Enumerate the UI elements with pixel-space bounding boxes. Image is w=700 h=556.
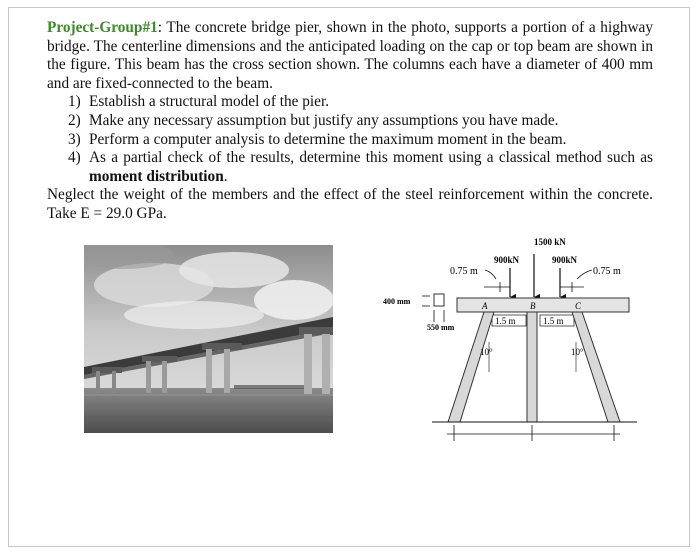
node-a-label: A bbox=[482, 301, 488, 311]
node-c-label: C bbox=[575, 301, 582, 311]
task-item bbox=[47, 112, 653, 131]
closing-paragraph: Neglect the weight of the members and the effect of the steel reinforcement within the concrete. Take E = 29.0 GPa. bbox=[47, 186, 653, 222]
problem-title: Project-Group#1 bbox=[47, 19, 158, 36]
bridge-photo bbox=[84, 245, 333, 433]
task-text-before: As a partial check of the results, determine this moment using a classical method such as bbox=[89, 149, 653, 167]
problem-text bbox=[47, 19, 653, 224]
task-text: Establish a structural model of the pier. bbox=[89, 93, 330, 111]
task-number: 4) bbox=[68, 149, 81, 167]
task-item bbox=[47, 149, 653, 186]
task-text: Make any necessary assumption but justify any assumptions you have made. bbox=[89, 111, 559, 129]
task-list bbox=[47, 93, 653, 186]
task-number: 2) bbox=[68, 111, 81, 129]
overhang-right-label: 0.75 m bbox=[593, 266, 621, 277]
node-b-label: B bbox=[530, 301, 536, 311]
span-left-label: 1.5 m bbox=[495, 316, 516, 326]
intro-paragraph bbox=[47, 19, 653, 93]
column-left bbox=[448, 312, 494, 422]
section-depth-label: 550 mm bbox=[427, 323, 455, 332]
column-right bbox=[572, 312, 620, 422]
task-item bbox=[47, 131, 653, 150]
column-middle bbox=[527, 312, 537, 422]
task-item bbox=[47, 93, 653, 112]
load-right-label: 900kN bbox=[552, 255, 578, 265]
bridge-photo-graphic bbox=[84, 245, 333, 433]
beam-section bbox=[434, 294, 444, 306]
task-text: Perform a computer analysis to determine the maximum moment in the beam. bbox=[89, 130, 567, 148]
task-number: 1) bbox=[68, 93, 81, 111]
overhang-left-label: 0.75 m bbox=[450, 266, 478, 277]
span-right-label: 1.5 m bbox=[543, 316, 564, 326]
load-left-label: 900kN bbox=[494, 255, 520, 265]
task-text-after: . bbox=[223, 167, 228, 185]
pier-diagram-graphic bbox=[372, 232, 672, 457]
angle-right-label: 10° bbox=[571, 347, 584, 357]
load-center-label: 1500 kN bbox=[534, 237, 566, 247]
angle-left-label: 10° bbox=[480, 347, 493, 357]
task-number: 3) bbox=[68, 130, 81, 148]
task-text-bold: moment distribution bbox=[89, 167, 224, 185]
intro-text: : The concrete bridge pier, shown in the photo, supports a portion of a highway bridge. The centerline dimensions and the anticipated loading on the cap or top beam are shown in the figure. This beam has the cross section shown. The columns each have a diameter of 400 mm and are fixed-connected to the beam. bbox=[47, 19, 653, 92]
section-width-label: 400 mm bbox=[383, 297, 411, 306]
pier-diagram bbox=[372, 232, 672, 457]
